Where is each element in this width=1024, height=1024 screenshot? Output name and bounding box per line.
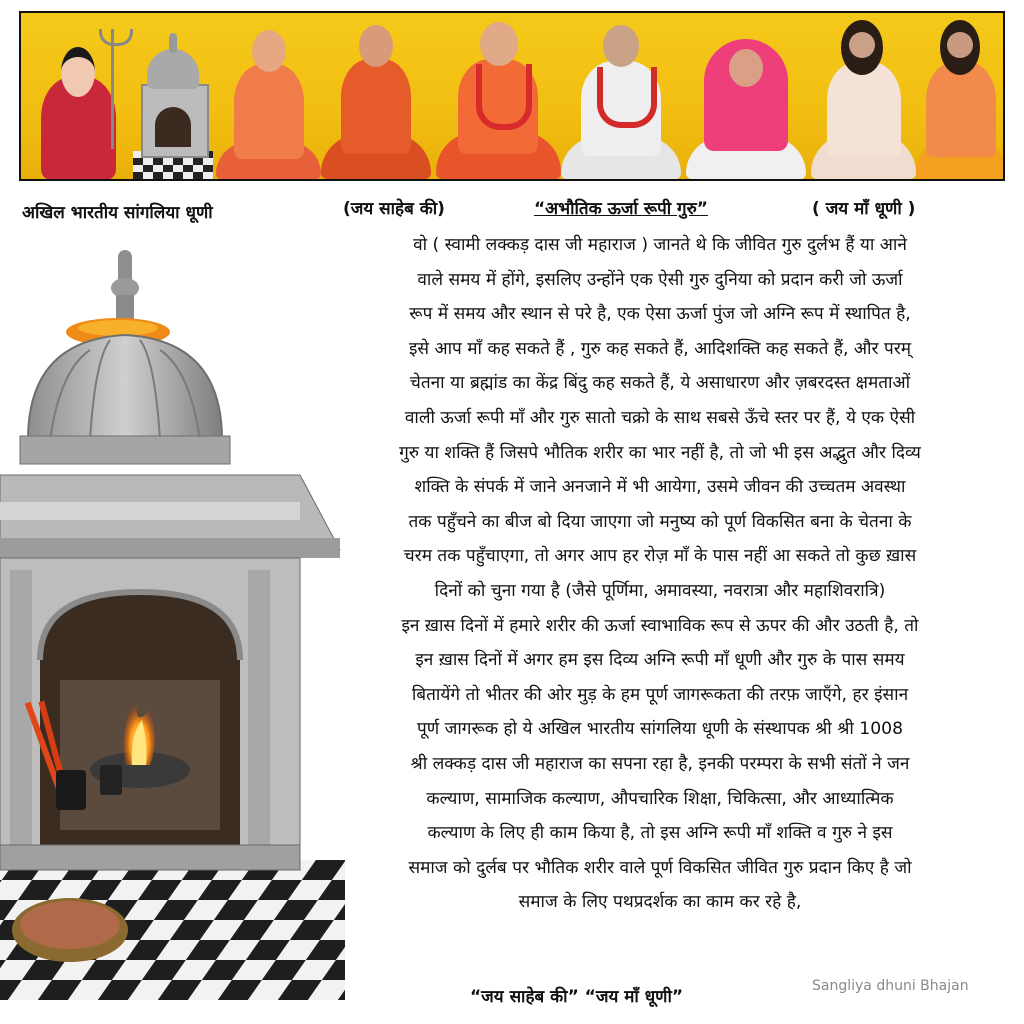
body-line: वाले समय में होंगे, इसलिए उन्होंने एक ऐसी गुरु दुनिया को प्रदान करी जो ऊर्जा [417, 269, 903, 290]
header-jai-maa-dhuni: ( जय माँ धूणी ) [812, 199, 916, 219]
body-line: श्री लक्कड़ दास जी महाराज का सपना रहा है, इनकी परम्परा के सभी संतों ने जन [410, 753, 910, 774]
body-line: बितायेंगे तो भीतर की ओर मुड़ के हम पूर्ण जागरूकता की तरफ़ जाएँगे, हर इंसान [411, 684, 909, 705]
dhuni-temple-illustration [0, 240, 345, 1010]
saint-figure-1 [216, 24, 321, 179]
saints-banner [19, 11, 1005, 181]
body-line: गुरु या शक्ति हैं जिसपे भौतिक शरीर का भार नहीं है, तो जो भी इस अद्भुत और दिव्य [399, 442, 921, 463]
body-paragraph [330, 228, 990, 920]
saint-figure-5 [686, 19, 806, 179]
goddess-figure [31, 29, 126, 179]
body-line: रूप में समय और स्थान से परे है, एक ऐसा ऊर्जा पुंज जो अग्नि रूप में स्थापित है, [409, 304, 911, 325]
organization-title: अखिल भारतीय सांगलिया धूणी [22, 203, 213, 223]
body-line: वाली ऊर्जा रूपी माँ और गुरु सातो चक्रो के साथ सबसे ऊँचे स्तर पर हैं, ये एक ऐसी [404, 407, 916, 428]
body-line: शक्ति के संपर्क में जाने अनजाने में भी आयेगा, उसमे जीवन की उच्चतम अवस्था [414, 477, 906, 498]
body-line: कल्याण, सामाजिक कल्याण, औपचारिक शिक्षा, चिकित्सा, और आध्यात्मिक [426, 788, 894, 809]
body-line: पूर्ण जागरूक हो ये अखिल भारतीय सांगलिया धूणी के संस्थापक श्री श्री 1008 [416, 719, 904, 740]
saint-figure-2 [321, 19, 431, 179]
closing-slogan: “जय साहेब की” “जय माँ धूणी” [470, 987, 684, 1007]
saint-figure-3 [436, 14, 561, 179]
body-line: इन ख़ास दिनों में अगर हम इस दिव्य अग्नि रूपी माँ धूणी और गुरु के पास समय [415, 650, 905, 671]
body-line: कल्याण के लिए ही काम किया है, तो इस अग्नि रूपी माँ शक्ति व गुरु ने इस [427, 823, 893, 844]
watermark: Sangliya dhuni Bhajan [812, 978, 969, 994]
header-main-title: “अभौतिक ऊर्जा रूपी गुरु” [534, 199, 708, 219]
body-line: समाज को दुर्लब पर भौतिक शरीर वाले पूर्ण विकसित जीवित गुरु प्रदान किए है जो [408, 857, 912, 878]
dhuni-shrine-small [133, 29, 213, 179]
body-line: इन ख़ास दिनों में हमारे शरीर की ऊर्जा स्वाभाविक रूप से ऊपर की और उठती है, तो [401, 615, 919, 636]
body-line: दिनों को चुना गया है (जैसे पूर्णिमा, अमावस्या, नवरात्रा और महाशिवरात्रि) [434, 580, 886, 601]
saint-figure-4 [561, 19, 681, 179]
body-line: चेतना या ब्रह्मांड का केंद्र बिंदु कह सकते हैं, ये असाधारण और ज़बरदस्त क्षमताओं [409, 373, 911, 394]
header-jai-saheb: (जय साहेब की) [343, 199, 445, 219]
saint-figure-6 [811, 14, 916, 179]
body-line: वो ( स्वामी लक्कड़ दास जी महाराज ) जानते थे कि जीवित गुरु दुर्लभ हैं या आने [413, 235, 907, 255]
body-line: इसे आप माँ कह सकते हैं , गुरु कह सकते हैं, आदिशक्ति कह सकते हैं, और परम् [408, 338, 912, 359]
body-line: तक पहुँचने का बीज बो दिया जाएगा जो मनुष्य को पूर्ण विकसित बना के चेतना के [408, 511, 912, 532]
body-line: चरम तक पहुँचाएगा, तो अगर आप हर रोज़ माँ के पास नहीं आ सकते तो कुछ ख़ास [403, 546, 917, 567]
body-line: समाज के लिए पथप्रदर्शक का काम कर रहे है, [518, 892, 802, 913]
saint-figure-7 [916, 14, 1005, 179]
